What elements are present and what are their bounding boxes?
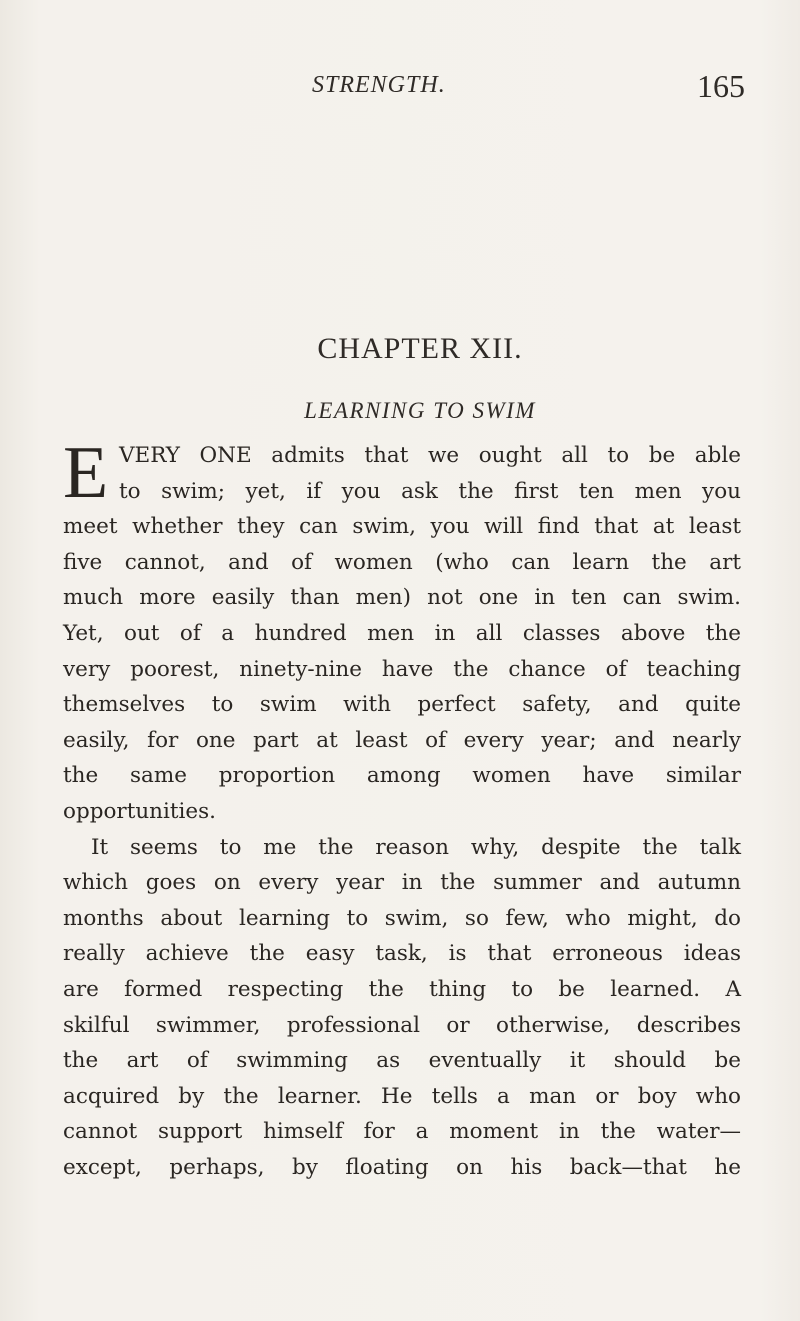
text-line: months about learning to swim, so few, who might, do: [63, 905, 741, 931]
text-line: acquired by the learner. He tells a man or boy who: [63, 1083, 741, 1109]
text-line: Yet, out of a hundred men in all classes above the: [63, 620, 741, 646]
text-line: easily, for one part at least of every year; and nearly: [63, 727, 741, 753]
chapter-title: LEARNING TO SWIM: [304, 398, 536, 423]
chapter-heading: CHAPTER XII.: [317, 332, 523, 365]
text-line: five cannot, and of women (who can learn the art: [63, 549, 741, 575]
text-line: except, perhaps, by floating on his back—that he: [63, 1154, 741, 1180]
text-line: to swim; yet, if you ask the first ten men you: [119, 478, 741, 504]
text-line: skilful swimmer, professional or otherwise, describes: [63, 1012, 741, 1038]
drop-cap: E: [63, 432, 109, 514]
text-line: cannot support himself for a moment in the water—: [63, 1119, 741, 1145]
running-head: STRENGTH.: [312, 72, 446, 98]
text-line: very poorest, ninety-nine have the chance of teaching: [63, 656, 741, 682]
paragraph-2: [63, 830, 741, 1186]
text-line: meet whether they can swim, you will find that at least: [63, 514, 741, 540]
text-line: themselves to swim with perfect safety, and quite: [63, 692, 741, 718]
text-line: opportunities.: [63, 798, 217, 824]
paragraph-1: [63, 432, 741, 830]
body-text: [63, 432, 741, 1185]
text-line: the same proportion among women have similar: [63, 763, 741, 789]
text-line: really achieve the easy task, is that erroneous ideas: [63, 941, 741, 967]
text-line: are formed respecting the thing to be learned. A: [63, 976, 741, 1002]
page-number: 165: [697, 68, 745, 104]
text-line: the art of swimming as eventually it should be: [63, 1048, 741, 1074]
text-line: VERY ONE admits that we ought all to be able: [119, 443, 741, 468]
text-line: It seems to me the reason why, despite the talk: [91, 834, 741, 860]
text-line: much more easily than men) not one in ten can swim.: [63, 585, 741, 611]
text-line: which goes on every year in the summer and autumn: [63, 870, 741, 896]
